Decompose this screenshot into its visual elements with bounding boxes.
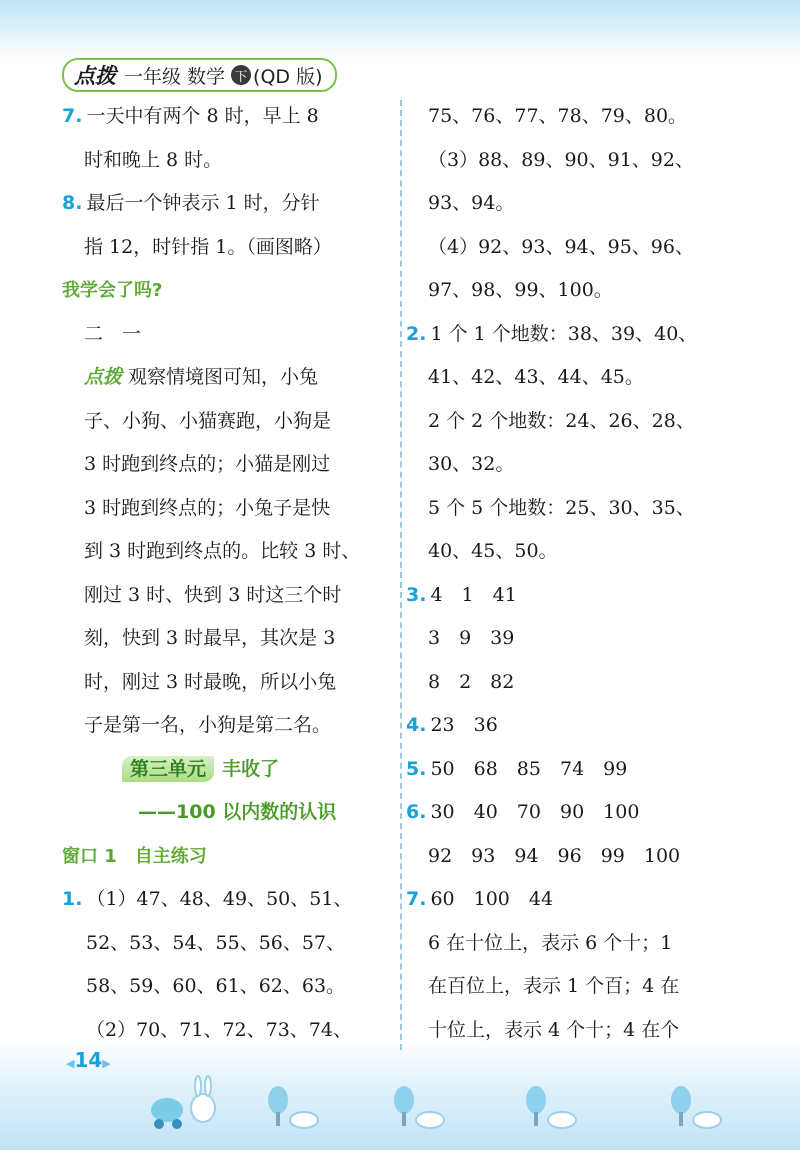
q1-line0 (62, 878, 392, 922)
q3-number: 3. (406, 583, 427, 606)
tip-text-0: 观察情境图可知，小兔 (128, 366, 319, 388)
unit-subtitle: ——100 以内数的认识 (138, 801, 337, 823)
q6-line1: 92 93 94 96 99 100 (428, 844, 681, 867)
q7r-line3: 十位上，表示 4 个十；4 在个 (428, 1018, 680, 1041)
right-arrow-icon: ▶ (102, 1057, 111, 1070)
review-answer: 二 一 (84, 322, 142, 345)
q1-text0: （1）47、48、49、50、51、 (86, 888, 353, 910)
q2-text0: 1 个 1 个地数：38、39、40、 (430, 322, 698, 345)
q2-line3: 30、32。 (428, 453, 515, 475)
tree-icon-4 (665, 1082, 725, 1132)
tree-icon-1 (262, 1082, 322, 1132)
unit-label: 第三单元 (122, 756, 214, 782)
tip-line-6: 刻，快到 3 时最早，其次是 3 (84, 627, 336, 649)
q1-cont-2: 93、94。 (428, 192, 515, 214)
q3-line0 (406, 574, 736, 618)
q4-line (406, 704, 736, 748)
q2-line5: 40、45、50。 (428, 540, 558, 562)
tip-line-7: 时，刚过 3 时最晚，所以小兔 (84, 670, 337, 693)
q1-line3: （2）70、71、72、73、74、 (86, 1018, 352, 1041)
q7r-line0 (406, 878, 736, 922)
q2-line1: 41、42、43、44、45。 (428, 366, 644, 388)
q3-text0: 4 1 41 (430, 583, 517, 606)
q3-line2: 8 2 82 (428, 670, 515, 693)
tip-label: 点拨 (84, 366, 123, 388)
tree-icon-2 (388, 1082, 448, 1132)
q1-line2: 58、59、60、61、62、63。 (86, 975, 346, 997)
page-number (66, 1048, 111, 1072)
q1-cont-3: （4）92、93、94、95、96、 (428, 235, 694, 258)
q1-line1: 52、53、54、55、56、57、 (86, 931, 346, 954)
q5-text: 50 68 85 74 99 (430, 757, 628, 780)
book-header (62, 58, 337, 92)
edition-label: (QD 版) (253, 65, 323, 88)
q6-number: 6. (406, 801, 427, 823)
unit-title-row (62, 748, 392, 792)
q4-number: 4. (406, 714, 427, 736)
q7-number: 7. (62, 105, 83, 127)
q6-line0 (406, 791, 736, 835)
top-decoration-band (0, 0, 800, 60)
volume-badge: 下 (231, 65, 251, 85)
tip-line-4: 到 3 时跑到终点的。比较 3 时、 (84, 540, 361, 562)
q5-line (406, 748, 736, 792)
tip-line-1: 子、小狗、小猫赛跑，小狗是 (84, 409, 332, 432)
q7-text1: 一天中有两个 8 时，早上 8 (86, 105, 319, 127)
q1-number: 1. (62, 888, 83, 910)
left-column (62, 95, 392, 1052)
right-column (406, 95, 736, 1052)
tip-line-5: 刚过 3 时、快到 3 时这三个时 (84, 583, 342, 606)
q1-cont-0: 75、76、77、78、79、80。 (428, 105, 688, 127)
tip-line-3: 3 时跑到终点的；小兔子是快 (84, 496, 331, 519)
q8-text1: 最后一个钟表示 1 时，分针 (86, 192, 320, 214)
rabbit-cart-illustration-icon (145, 1072, 225, 1132)
q7r-text0: 60 100 44 (430, 888, 554, 910)
q2-line0 (406, 313, 736, 357)
q1-cont-1: （3）88、89、90、91、92、 (428, 148, 694, 171)
q7r-line2: 在百位上，表示 1 个百；4 在 (428, 975, 680, 997)
q8-line1 (62, 182, 392, 226)
tip-line-0 (62, 356, 392, 400)
tip-line-2: 3 时跑到终点的；小猫是刚过 (84, 453, 331, 475)
q1-cont-4: 97、98、99、100。 (428, 279, 613, 301)
q8-line2: 指 12，时针指 1。（画图略） (84, 235, 332, 258)
q2-number: 2. (406, 322, 427, 345)
review-heading: 我学会了吗? (62, 280, 163, 301)
q7r-line1: 6 在十位上，表示 6 个十；1 (428, 931, 673, 954)
tip-line-8: 子是第一名，小狗是第二名。 (84, 714, 332, 736)
q7-line2: 时和晚上 8 时。 (84, 148, 223, 171)
q7r-number: 7. (406, 888, 427, 910)
tree-icon-3 (520, 1082, 580, 1132)
window-title: 窗口 1 自主练习 (62, 845, 207, 867)
subject-label: 一年级 数学 (124, 65, 226, 88)
q8-number: 8. (62, 192, 83, 214)
q2-line2: 2 个 2 个地数：24、26、28、 (428, 409, 695, 432)
unit-title: 丰收了 (222, 757, 280, 780)
column-divider (400, 100, 402, 1050)
q2-line4: 5 个 5 个地数：25、30、35、 (428, 496, 695, 519)
q6-text0: 30 40 70 90 100 (430, 801, 640, 823)
left-arrow-icon: ◀ (66, 1057, 75, 1070)
q3-line1: 3 9 39 (428, 627, 515, 649)
brand-logo: 点拨 (74, 63, 116, 88)
q7-line1 (62, 95, 392, 139)
q5-number: 5. (406, 757, 427, 780)
q4-text: 23 36 (430, 714, 498, 736)
page-number-value: 14 (74, 1048, 103, 1072)
